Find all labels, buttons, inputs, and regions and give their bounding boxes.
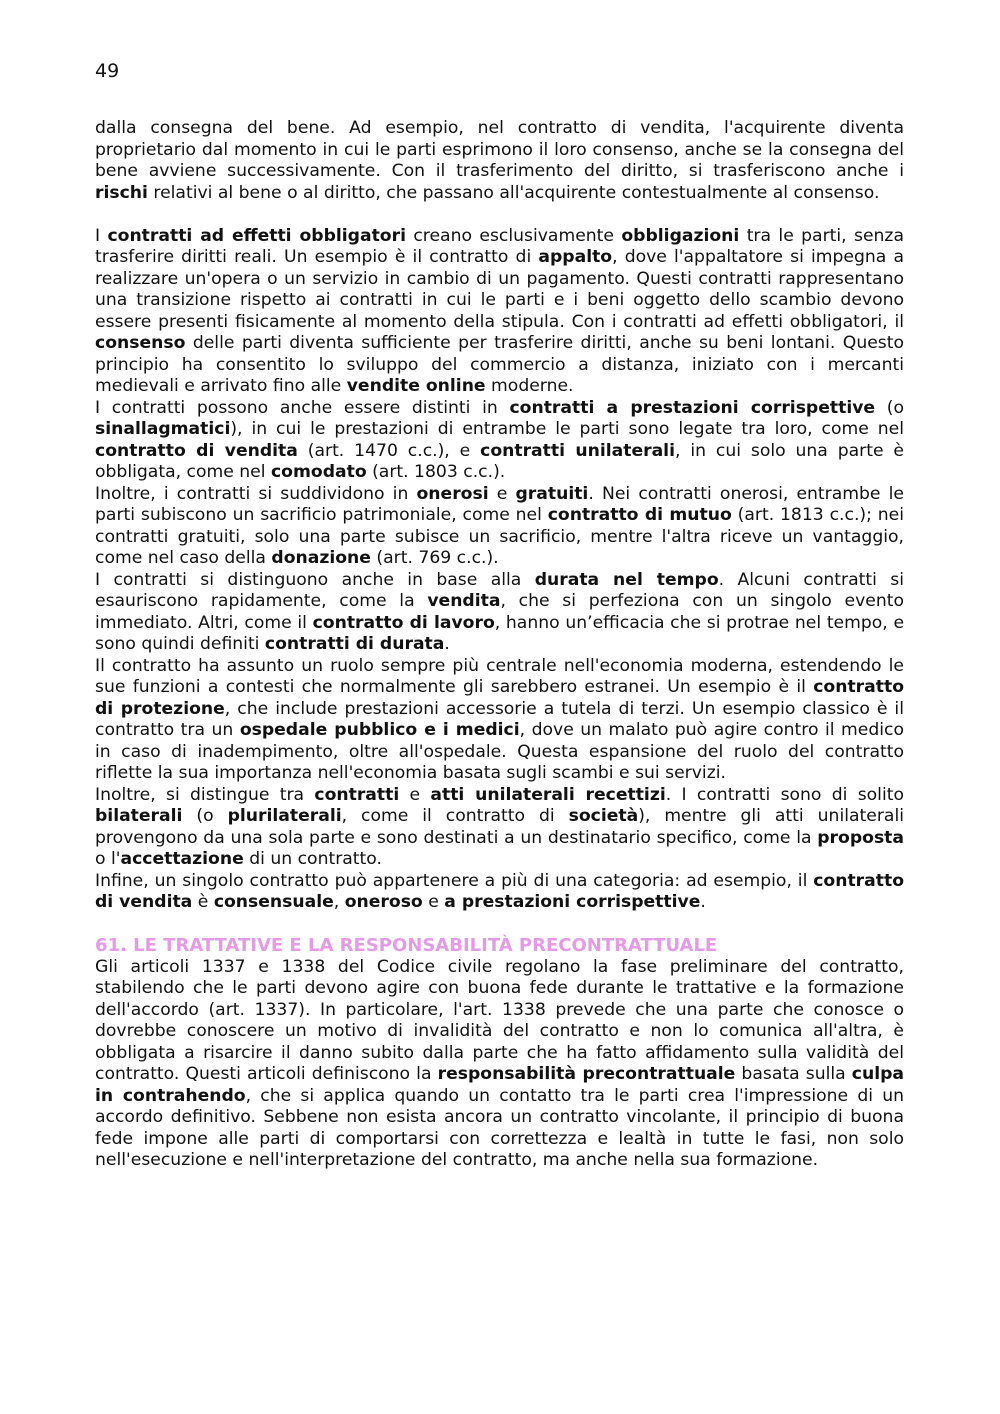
page-number: 49 [95,60,120,82]
body-text [95,118,904,1172]
bold-term: culpa in contrahendo [95,1064,904,1106]
bold-term: atti unilaterali recettizi [430,784,666,805]
text-run: basata sulla [735,1064,852,1084]
text-run: , che include prestazioni accessorie a tutela di terzi. Un esempio classico è il contratto tra un [95,698,904,740]
text-run: (o [182,806,228,826]
text-run: , che si applica quando un contatto tra le parti crea l'impressione di un accordo definitivo. Sebbene non esista ancora un contratto vincolante, il principio di buona fede impone alle parti di comportarsi con correttezza e lealtà in tutte le fasi, non solo nell'esecuzione e nell'interpretazione del contratto, ma anche nella sua formazione. [95,1085,904,1170]
text-run: . Nei contratti onerosi, entrambe le parti subiscono un sacrificio patrimoniale, come nel [95,483,904,525]
text-run: e [488,483,516,504]
paragraph-p6 [95,656,904,785]
paragraph-p5 [95,570,904,656]
bold-term: contratto di lavoro [312,612,495,633]
bold-term: contratti ad effetti obbligatori [107,225,406,246]
bold-term: vendite online [346,376,486,396]
bold-term: gratuiti [515,483,589,504]
text-run: , dove un malato può agire contro il medico in caso di inadempimento, oltre all'ospedale. Questa espansione del ruolo del contratto riflette la sua importanza nell'economia basata sugli scambi e sui servizi. [95,720,904,783]
bold-term: bilaterali [95,806,183,826]
text-run: (o [875,397,904,418]
bold-term: società [568,806,639,826]
bold-term: consensuale [213,892,334,912]
bold-term: ospedale pubblico e i medici [239,720,520,740]
text-run: . I contratti sono di solito [665,784,904,805]
bold-term: donazione [271,548,371,568]
text-run: tra le parti, senza trasferire diritti reali. Un esempio è il contratto di [95,225,904,267]
bold-term: oneroso [344,892,423,912]
paragraph-p3 [95,398,904,484]
text-run: dalla consegna del bene. Ad esempio, nel contratto di vendita, l'acquirente diventa proprietario dal momento in cui le parti esprimono il loro consenso, anche se la consegna del bene avviene successivamente. Con il trasferimento del diritto, si trasferiscono anche i [95,118,904,181]
text-run: Inoltre, i contratti si suddividono in [95,483,417,504]
bold-term: appalto [538,247,613,267]
paragraph-p4 [95,484,904,570]
bold-term: consenso [95,333,186,353]
text-run: , [333,892,345,912]
text-run: moderne. [485,376,574,396]
bold-term: contratto di vendita [95,870,904,912]
text-run: o l' [95,849,121,869]
text-run: ), in cui le prestazioni di entrambe le parti sono legate tra loro, come nel [230,419,904,439]
text-run: I contratti si distinguono anche in base alla [95,569,535,590]
text-run: , come il contratto di [341,806,569,826]
text-run: , hanno un’efficacia che si protrae nel tempo, e sono quindi definiti [95,612,905,654]
text-run: , dove l'appaltatore si impegna a realizzare un'opera o un servizio in cambio di un pagamento. Questi contratti rappresentano una transizione rispetto ai contratti in cui le parti e i beni oggetto dello scambio devono essere presenti fisicamente al momento della stipula. Con i contratti ad effetti obbligatori, il [95,247,904,332]
paragraph-list [95,118,904,914]
bold-term: contratto di protezione [95,677,904,719]
text-run: e [422,892,445,912]
text-run: Inoltre, si distingue tra [95,784,315,805]
text-run: creano esclusivamente [405,225,622,246]
text-run: relativi al bene o al diritto, che passano all'acquirente contestualmente al consenso. [147,182,880,203]
text-run: I [95,225,108,246]
text-run: (art. 1803 c.c.). [366,462,506,482]
text-run: , che si perfeziona con un singolo evento immediato. Altri, come il [95,591,904,633]
bold-term: a prestazioni corrispettive [444,892,701,912]
bold-term: vendita [427,591,501,611]
bold-term: obbligazioni [621,225,740,246]
bold-term: onerosi [416,483,489,504]
text-run: di un contratto. [243,849,382,869]
bold-term: contratto di mutuo [547,505,732,525]
text-run: è [192,892,214,912]
paragraph-p7 [95,785,904,871]
section-heading: 61. LE TRATTATIVE E LA RESPONSABILITÀ PRECONTRATTUALE [95,935,718,956]
bold-term: sinallagmatici [95,419,231,439]
paragraph-p1 [95,118,904,204]
text-run: . [700,892,706,912]
paragraph-p2 [95,226,904,398]
bold-term: comodato [270,462,367,482]
text-run: e [399,784,431,805]
bold-term: plurilaterali [227,806,342,826]
section-paragraph [95,957,904,1172]
bold-term: contratti di durata [264,634,445,654]
bold-term: rischi [95,182,148,203]
text-run: . Alcuni contratti si esauriscono rapidamente, come la [95,569,904,611]
text-run: (art. 1813 c.c.); nei contratti gratuiti, solo una parte subisce un sacrificio, mentre l'altra riceve un vantaggio, come nel caso della [95,505,904,568]
text-run: . [444,634,450,654]
text-run: delle parti diventa sufficiente per trasferire diritti, anche su beni lontani. Questo principio ha consentito lo sviluppo del commercio a distanza, iniziato con i mercanti medievali e arrivato fino alle [95,333,904,396]
text-run: Gli articoli 1337 e 1338 del Codice civile regolano la fase preliminare del contratto, stabilendo che le parti devono agire con buona fede durante le trattative e la formazione dell'accordo (art. 1337). In particolare, l'art. 1338 prevede che una parte che conosce o dovrebbe conoscere un motivo di invalidità del contratto e non lo comunica all'altra, è obbligata a risarcire il danno subito dalla parte che ha fatto affidamento sulla validità del contratto. Questi articoli definiscono la [95,956,904,1084]
bold-term: contratti a prestazioni corrispettive [509,397,876,418]
text-run: Il contratto ha assunto un ruolo sempre più centrale nell'economia moderna, estendendo le sue funzioni a contesti che normalmente gli sarebbero estranei. Un esempio è il [95,655,904,697]
bold-term: durata nel tempo [534,569,719,590]
text-run: I contratti possono anche essere distinti in [95,397,510,418]
bold-term: responsabilità precontrattuale [437,1064,736,1084]
paragraph-p8 [95,871,904,914]
text-run: (art. 1470 c.c.), e [297,440,481,461]
bold-term: contratto di vendita [95,440,298,461]
bold-term: contratti unilaterali [480,440,675,461]
text-run: , in cui solo una parte è obbligata, come nel [95,440,905,482]
text-run: ), mentre gli atti unilaterali provengono da una sola parte e sono destinati a un destinatario specifico, come la [95,806,904,848]
text-run: Infine, un singolo contratto può appartenere a più di una categoria: ad esempio, il [95,870,814,891]
bold-term: contratti [314,784,400,805]
text-run: (art. 769 c.c.). [370,548,499,568]
bold-term: accettazione [120,849,244,869]
bold-term: proposta [817,827,904,848]
